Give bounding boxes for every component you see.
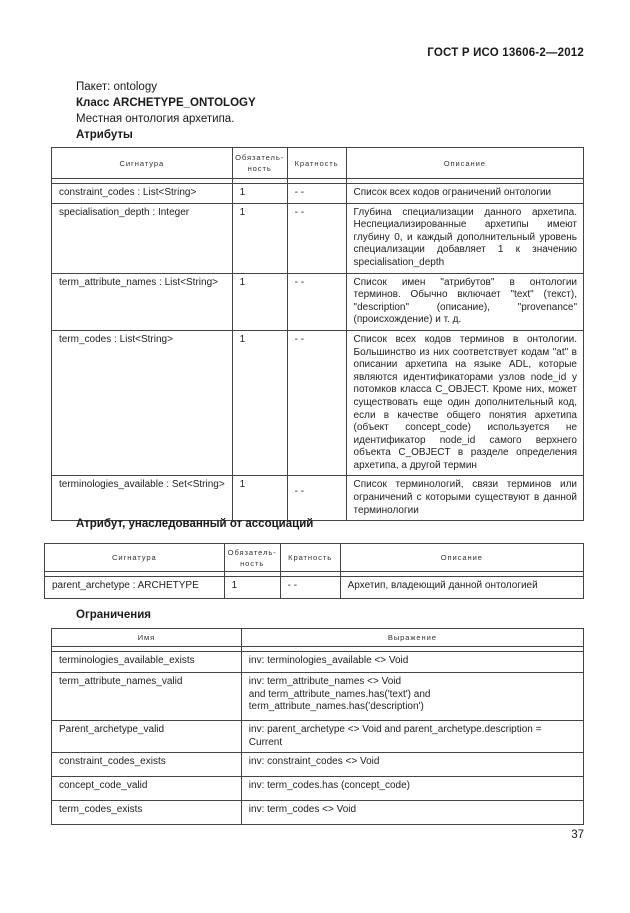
description-cell: Список терминологий, связи терминов или ограничений с которыми существуют в данной терминологии (346, 476, 583, 521)
table-row (52, 652, 584, 673)
constraint-expression-cell: inv: parent_archetype <> Void and parent_archetype.description = Current (241, 721, 583, 753)
cardinality-cell: - - (287, 203, 346, 273)
header-signature: Сигнатура (45, 544, 225, 572)
table-row (45, 577, 584, 599)
table-header-row (52, 629, 584, 647)
class-title: Класс ARCHETYPE_ONTOLOGY (76, 97, 256, 109)
inherited-table (44, 543, 584, 599)
header-description: Описание (340, 544, 583, 572)
constraint-name-cell: Parent_archetype_valid (52, 721, 242, 753)
table-row (52, 203, 584, 273)
mandatory-cell: 1 (232, 203, 287, 273)
table-row (52, 721, 584, 753)
cardinality-cell: - - (287, 273, 346, 330)
description-cell: Список всех кодов ограничений онтологии (346, 184, 583, 204)
mandatory-cell: 1 (224, 577, 280, 599)
table-row (52, 273, 584, 330)
constraint-name-cell: terminologies_available_exists (52, 652, 242, 673)
header-mandatory: Обязатель-ность (224, 544, 280, 572)
signature-cell: specialisation_depth : Integer (52, 203, 233, 273)
constraint-expression-cell: inv: term_codes <> Void (241, 801, 583, 825)
header-cardinality: Кратность (280, 544, 340, 572)
header-name: Имя (52, 629, 242, 647)
description-cell: Список имен "атрибутов" в онтологии терминов. Обычно включает "text" (текст), "description" (описание), "provenance" (происхождение) и т. д. (346, 273, 583, 330)
header-cardinality: Кратность (287, 148, 346, 179)
constraints-table (51, 628, 584, 825)
signature-cell: constraint_codes : List<String> (52, 184, 233, 204)
inherited-heading: Атрибут, унаследованный от ассоциаций (76, 518, 314, 530)
header-mandatory: Обязатель-ность (232, 148, 287, 179)
table-row (52, 330, 584, 476)
signature-cell: term_attribute_names : List<String> (52, 273, 233, 330)
mandatory-cell: 1 (232, 273, 287, 330)
constraint-expression-cell: inv: terminologies_available <> Void (241, 652, 583, 673)
class-description: Местная онтология архетипа. (76, 113, 235, 125)
constraint-name-cell: constraint_codes_exists (52, 753, 242, 777)
mandatory-cell: 1 (232, 184, 287, 204)
mandatory-cell: 1 (232, 476, 287, 521)
attributes-table (51, 147, 584, 521)
constraint-name-cell: term_attribute_names_valid (52, 673, 242, 721)
header-description: Описание (346, 148, 583, 179)
table-header-row (52, 148, 584, 179)
signature-cell: term_codes : List<String> (52, 330, 233, 476)
table-header-row (45, 544, 584, 572)
table-row (52, 476, 584, 521)
standard-header: ГОСТ Р ИСО 13606-2—2012 (427, 47, 584, 59)
description-cell: Список всех кодов терминов в онтологии. Большинство из них соответствует кодам "at" в описании архетипа на языке ADL, которые являются идентификаторами узлов node_id у потомков класса C_OBJECT. Кроме них, может существовать еще один дополнительный код, если в качестве общего понятия архетипа (объект concept_code) используется не идентификатор node_id самого верхнего объекта C_OBJECT в разделе определения архетипа, а другой термин (346, 330, 583, 476)
cardinality-cell: - - (280, 577, 340, 599)
class-intro (76, 79, 256, 143)
constraint-expression-cell: inv: constraint_codes <> Void (241, 753, 583, 777)
attributes-heading: Атрибуты (76, 129, 133, 141)
cardinality-cell: - - (287, 476, 346, 521)
table-row (52, 777, 584, 801)
table-row (52, 184, 584, 204)
mandatory-cell: 1 (232, 330, 287, 476)
constraint-expression-cell: inv: term_codes.has (concept_code) (241, 777, 583, 801)
constraint-name-cell: concept_code_valid (52, 777, 242, 801)
header-expression: Выражение (241, 629, 583, 647)
cardinality-cell: - - (287, 330, 346, 476)
table-row (52, 801, 584, 825)
description-cell: Архетип, владеющий данной онтологией (340, 577, 583, 599)
table-row (52, 673, 584, 721)
description-cell: Глубина специализации данного архетипа. Неспециализированные архетипы имеют глубину 0, и каждый дополнительный уровень специализации добавляет 1 к значению specialisation_depth (346, 203, 583, 273)
cardinality-cell: - - (287, 184, 346, 204)
signature-cell: parent_archetype : ARCHETYPE (45, 577, 225, 599)
package-line: Пакет: ontology (76, 81, 157, 93)
signature-cell: terminologies_available : Set<String> (52, 476, 233, 521)
page-number: 37 (571, 829, 584, 841)
header-signature: Сигнатура (52, 148, 233, 179)
constraint-name-cell: term_codes_exists (52, 801, 242, 825)
table-row (52, 753, 584, 777)
constraint-expression-cell: inv: term_attribute_names <> Void and term_attribute_names.has('text') and term_attribute_names.has('description') (241, 673, 583, 721)
constraints-heading: Ограничения (76, 609, 151, 621)
